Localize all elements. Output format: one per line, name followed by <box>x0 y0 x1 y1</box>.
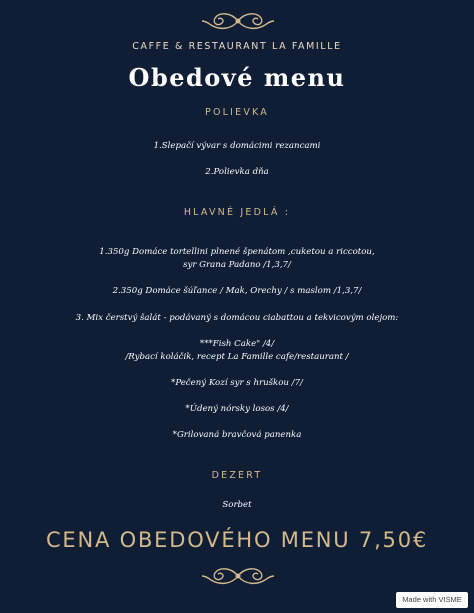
main-item: 2.350g Domáce šúľance / Mak, Orechy / s maslom /1,3,7/ <box>112 286 362 296</box>
soup-item: 2.Polievka dňa <box>205 167 269 177</box>
main-item: *Údený nórsky losos /4/ <box>185 404 289 414</box>
page-title: Obedové menu <box>128 63 346 92</box>
soup-heading: POLIEVKA <box>205 107 269 118</box>
dessert-heading: DEZERT <box>211 470 263 481</box>
dessert-item: Sorbet <box>222 500 252 510</box>
menu-price: CENA OBEDOVÉHO MENU 7,50€ <box>45 528 429 552</box>
bottom-ornament-icon <box>201 563 275 589</box>
mains-heading: HLAVNÉ JEDLÁ : <box>183 207 291 218</box>
main-item: /Rybací koláčik, recept La Famille cafe/restaurant / <box>125 352 349 362</box>
main-item: ***Fish Cake" /4/ <box>199 339 275 349</box>
made-with-visme-badge[interactable]: Made with VISME <box>396 592 468 608</box>
restaurant-name: CAFFE & RESTAURANT LA FAMILLE <box>132 41 342 52</box>
main-item: *Grilovaná bravčová panenka <box>172 430 302 440</box>
soup-item: 1.Slepačí vývar s domácimi rezancami <box>153 141 321 151</box>
main-item: 3. Mix čerstvý šalát - podávaný s domácou ciabattou a tekvicovým olejom: <box>75 313 399 323</box>
main-item: *Pečený Kozí syr s hruškou /7/ <box>171 378 303 388</box>
top-ornament-icon <box>201 8 275 34</box>
main-item: 1.350g Domáce tortellini plnené špenátom ,cuketou a riccotou, <box>99 247 375 257</box>
main-item: syr Grana Padano /1,3,7/ <box>183 260 291 270</box>
